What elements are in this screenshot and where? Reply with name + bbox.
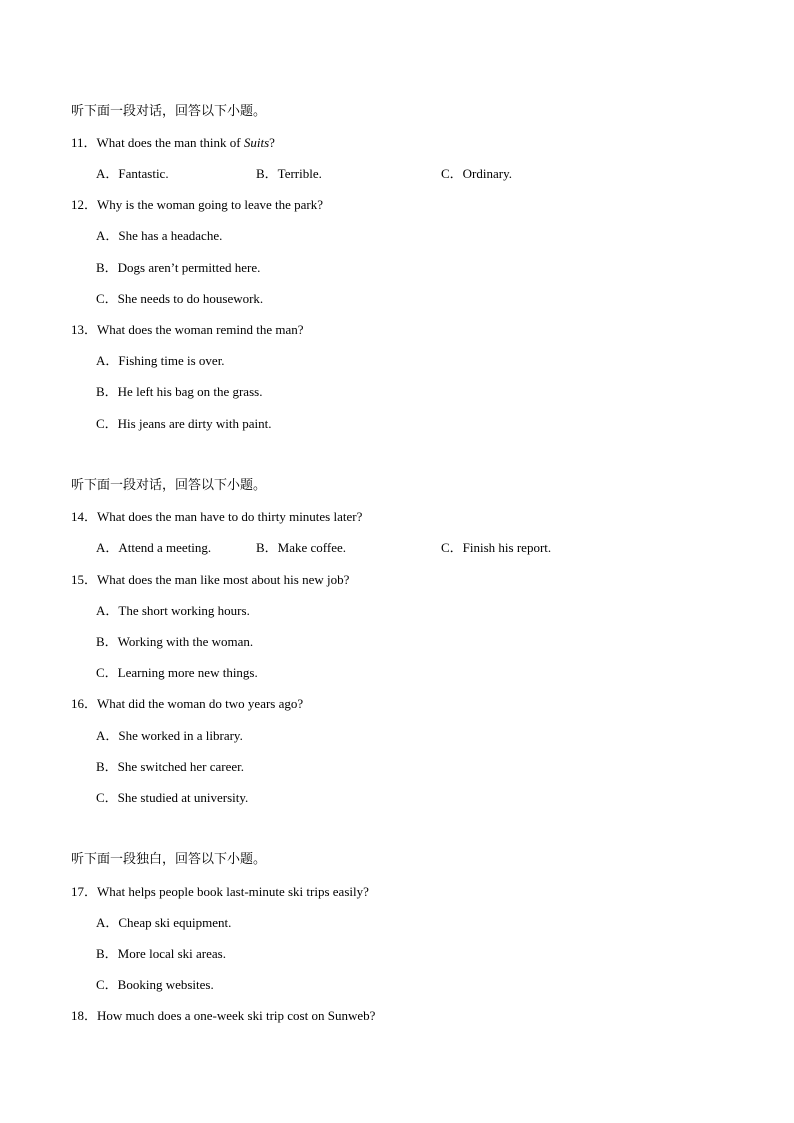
option-text: Attend a meeting. bbox=[118, 540, 212, 555]
option-letter: B． bbox=[96, 634, 118, 649]
option-text: She studied at university. bbox=[117, 790, 249, 805]
question-text: What does the man think of bbox=[96, 135, 244, 150]
option-c bbox=[96, 291, 263, 307]
option-text: She worked in a library. bbox=[118, 728, 243, 743]
option-letter: A． bbox=[96, 728, 119, 743]
option-letter: A． bbox=[96, 540, 119, 555]
question-text: What does the man like most about his new job? bbox=[97, 572, 350, 587]
option-a bbox=[96, 603, 250, 619]
option-b bbox=[96, 384, 262, 400]
option-text: More local ski areas. bbox=[117, 946, 226, 961]
question-16 bbox=[71, 696, 303, 712]
option-a bbox=[96, 540, 211, 556]
question-number: 13． bbox=[71, 322, 98, 337]
option-text: Finish his report. bbox=[462, 540, 552, 555]
option-letter: B． bbox=[96, 759, 118, 774]
option-a bbox=[96, 228, 222, 244]
option-letter: B． bbox=[96, 260, 118, 275]
section-heading: 听下面一段对话，回答以下小题。 bbox=[71, 478, 267, 493]
option-text: She needs to do housework. bbox=[117, 291, 264, 306]
option-letter: B． bbox=[96, 384, 118, 399]
question-text: What does the woman remind the man? bbox=[97, 322, 304, 337]
option-letter: B． bbox=[256, 540, 278, 555]
question-15 bbox=[71, 572, 349, 588]
option-c bbox=[96, 790, 248, 806]
option-text: Booking websites. bbox=[117, 977, 214, 992]
option-letter: C． bbox=[96, 790, 118, 805]
option-letter: C． bbox=[441, 166, 463, 181]
question-12 bbox=[71, 197, 323, 213]
question-text: What did the woman do two years ago? bbox=[97, 696, 304, 711]
question-number: 16． bbox=[71, 696, 98, 711]
question-number: 15． bbox=[71, 572, 98, 587]
option-letter: A． bbox=[96, 228, 119, 243]
option-b bbox=[96, 260, 260, 276]
option-letter: A． bbox=[96, 353, 119, 368]
question-13 bbox=[71, 322, 304, 338]
option-text: Make coffee. bbox=[277, 540, 347, 555]
option-b bbox=[96, 634, 253, 650]
option-text: Fantastic. bbox=[118, 166, 169, 181]
option-c bbox=[441, 166, 512, 182]
option-b bbox=[256, 540, 346, 556]
question-number: 18． bbox=[71, 1008, 98, 1023]
question-text: How much does a one-week ski trip cost on Sunweb? bbox=[97, 1008, 376, 1023]
option-letter: B． bbox=[96, 946, 118, 961]
question-number: 12． bbox=[71, 197, 98, 212]
option-text: Fishing time is over. bbox=[118, 353, 225, 368]
option-letter: A． bbox=[96, 603, 119, 618]
option-text: Learning more new things. bbox=[117, 665, 258, 680]
question-11 bbox=[71, 135, 275, 151]
option-text: He left his bag on the grass. bbox=[117, 384, 263, 399]
option-text: Working with the woman. bbox=[117, 634, 254, 649]
option-text: She switched her career. bbox=[117, 759, 245, 774]
option-letter: C． bbox=[96, 665, 118, 680]
question-number: 14． bbox=[71, 509, 98, 524]
option-letter: C． bbox=[96, 291, 118, 306]
question-number: 11． bbox=[71, 135, 97, 150]
option-text: Terrible. bbox=[277, 166, 322, 181]
option-letter: A． bbox=[96, 166, 119, 181]
option-a bbox=[96, 915, 231, 931]
question-14 bbox=[71, 509, 362, 525]
option-letter: C． bbox=[441, 540, 463, 555]
section-heading: 听下面一段对话，回答以下小题。 bbox=[71, 104, 267, 119]
question-text: What does the man have to do thirty minutes later? bbox=[97, 509, 363, 524]
option-letter: C． bbox=[96, 977, 118, 992]
option-letter: C． bbox=[96, 416, 118, 431]
question-18 bbox=[71, 1008, 375, 1024]
option-b bbox=[256, 166, 322, 182]
option-text: Dogs aren’t permitted here. bbox=[117, 260, 261, 275]
question-17 bbox=[71, 884, 369, 900]
option-letter: B． bbox=[256, 166, 278, 181]
option-a bbox=[96, 166, 169, 182]
question-text: What helps people book last-minute ski trips easily? bbox=[97, 884, 369, 899]
option-text: Cheap ski equipment. bbox=[118, 915, 232, 930]
option-c bbox=[96, 665, 258, 681]
option-text: The short working hours. bbox=[118, 603, 250, 618]
option-c bbox=[96, 416, 271, 432]
question-text-end: ? bbox=[269, 135, 275, 150]
option-a bbox=[96, 353, 225, 369]
option-c bbox=[96, 977, 214, 993]
option-letter: A． bbox=[96, 915, 119, 930]
option-text: She has a headache. bbox=[118, 228, 223, 243]
option-b bbox=[96, 759, 244, 775]
question-number: 17． bbox=[71, 884, 98, 899]
option-b bbox=[96, 946, 226, 962]
question-title-italic: Suits bbox=[243, 135, 270, 150]
option-c bbox=[441, 540, 551, 556]
section-heading: 听下面一段独白，回答以下小题。 bbox=[71, 852, 267, 867]
option-a bbox=[96, 728, 243, 744]
question-text: Why is the woman going to leave the park? bbox=[97, 197, 324, 212]
option-text: His jeans are dirty with paint. bbox=[117, 416, 272, 431]
option-text: Ordinary. bbox=[462, 166, 513, 181]
